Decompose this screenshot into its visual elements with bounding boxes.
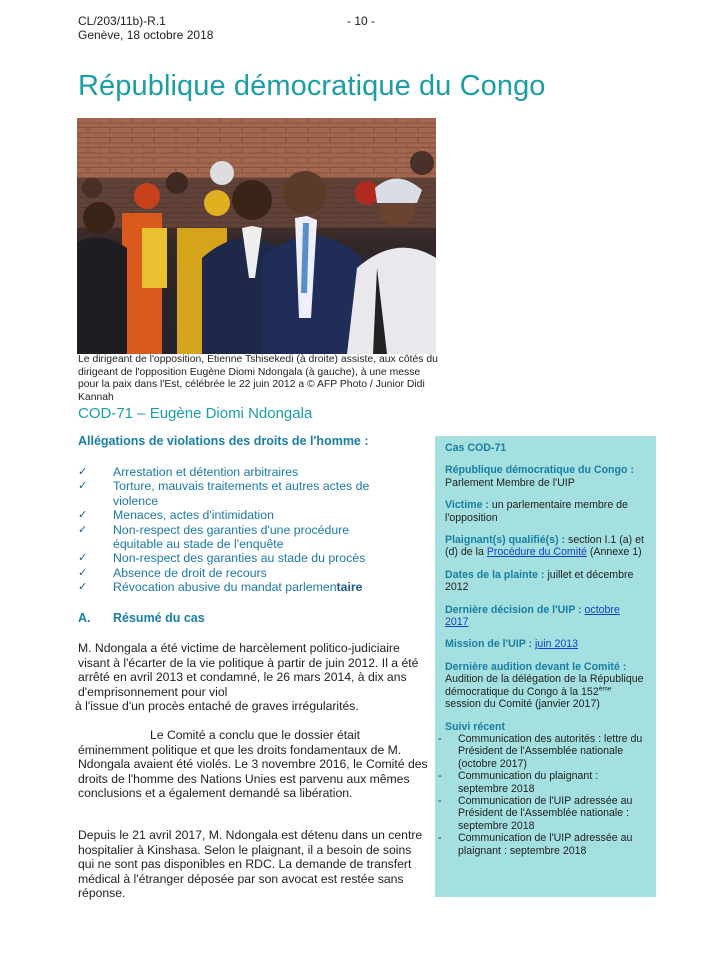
allegation-item: ✓ Arrestation et détention arbitraires — [78, 465, 299, 479]
last-hearing-block: Dernière audition devant le Comité : Audition de la délégation de la République démocratique du Congo à la 152ème session du Comité (janvier 2017) — [445, 660, 644, 711]
victim-block: Victime : un parlementaire membre de l'opposition — [445, 499, 628, 524]
allegation-item: ✓ Non-respect des garanties au stade du procès — [78, 551, 366, 566]
case-title: COD-71 – Eugène Diomi Ndongala — [78, 405, 313, 422]
allegation-item: ✓ Révocation abusive du mandat parlementaire — [78, 580, 363, 595]
mission-block: Mission de l'UIP : juin 2013 — [445, 638, 579, 651]
checkmark-icon: ✓ — [78, 523, 88, 536]
dash-bullet-icon: - — [438, 832, 442, 845]
page-number: - 10 - — [347, 14, 376, 28]
checkmark-icon: ✓ — [78, 581, 88, 594]
checkmark-icon: ✓ — [78, 466, 88, 478]
procedure-link[interactable]: Procédure du Comité — [486, 546, 587, 559]
country-block: République démocratique du Congo : Parlement Membre de l'UIP — [445, 464, 634, 489]
case-label: Cas COD-71 — [445, 442, 507, 454]
place-date: Genève, 18 octobre 2018 — [78, 28, 214, 42]
page-title: République démocratique du Congo — [78, 70, 546, 102]
last-decision-block: Dernière décision de l'UIP : octobre 2017 — [445, 603, 620, 629]
case-info-box — [435, 436, 656, 897]
checkmark-icon: ✓ — [78, 566, 88, 579]
checkmark-icon: ✓ — [78, 552, 88, 565]
dash-bullet-icon: - — [438, 794, 442, 807]
followup-item: - Communication du plaignant : septembre 2018 — [438, 770, 599, 795]
complaint-dates-block: Dates de la plainte : juillet et décembre 2012 — [445, 568, 634, 594]
mission-link[interactable]: juin 2013 — [535, 638, 579, 651]
allegation-item: ✓ Absence de droit de recours — [78, 565, 267, 580]
allegation-item: ✓ Non-respect des garanties d'une procédure équitable au stade de l'enquête — [78, 522, 350, 552]
checkmark-icon: ✓ — [78, 480, 88, 493]
summary-paragraph-3: Depuis le 21 avril 2017, M. Ndongala est détenu dans un centre hospitalier à Kinshasa. Selon le plaignant, il a besoin de soins qui ne sont pas disponibles en RDC. La demande de transfert médical à l'étranger déposée par son avocat est restée sans réponse. — [78, 828, 423, 901]
recent-followup-block: Suivi récent - Communication des autorités : lettre du Président de l'Assemblée nationale (octobre 2017) - Communication du plaignant : septembre 2018 - Communication de l'UIP adressée au Président de l'Assemblée nationale : septembre 2018 - Communication de l'UIP adressée au plaignant : septembre 2018 — [445, 721, 646, 857]
photo-caption: Le dirigeant de l'opposition, Etienne Tshisekedi (à droite) assiste, aux côtés du dirigeant de l'opposition Eugène Diomi Ndongala (à gauche), à une messe pour la paix dans l'Est, célébrée le 22 juin 2012 a © AFP Photo / Junior Didi Kannah — [78, 354, 438, 403]
photo-opposition-leaders — [77, 118, 436, 354]
section-title: Résumé du cas — [113, 611, 205, 625]
summary-paragraph-2: Le Comité a conclu que le dossier était éminemment politique et que les droits fondamentaux de M. Ndongala avaient été violés. Le 3 novembre 2016, le Comité des droits de l'homme des Nations Unies est parvenu aux mêmes conclusions et a également demandé sa libération. — [78, 728, 428, 801]
document-reference: CL/203/11b)-R.1 — [78, 14, 166, 28]
allegation-item: ✓ Torture, mauvais traitements et autres actes de violence — [78, 479, 370, 508]
section-number: A. — [78, 611, 91, 625]
summary-paragraph-1: M. Ndongala a été victime de harcèlement politico-judiciaire visant à l'écarter de la vie politique à partir de juin 2012. Il a été arrêté en avril 2013 et condamné, le 26 mars 2014, à dix ans d'emprisonnement pour viol à l'issue d'un procès entaché de graves irrégularités. — [75, 641, 419, 714]
followup-item: - Communication de l'UIP adressée au plaignant : septembre 2018 — [438, 832, 633, 857]
photo-illustration — [77, 118, 436, 354]
dash-bullet-icon: - — [438, 770, 442, 783]
section-heading-summary — [78, 611, 205, 625]
followup-item: - Communication de l'UIP adressée au Président de l'Assemblée nationale : septembre 2018 — [438, 794, 633, 832]
allegations-heading: Allégations de violations des droits de l'homme : — [78, 434, 369, 448]
complainants-block: Plaignant(s) qualifié(s) : section I.1 (a) et (d) de la Procédure du Comité (Annexe 1) — [445, 534, 644, 559]
allegations-list — [78, 465, 388, 595]
allegation-item: ✓ Menaces, actes d'intimidation — [78, 508, 274, 523]
checkmark-icon: ✓ — [78, 509, 88, 522]
dash-bullet-icon: - — [438, 732, 442, 745]
followup-item: - Communication des autorités : lettre du Président de l'Assemblée nationale (octobre 2017) — [438, 732, 643, 770]
recent-followup-list — [438, 732, 646, 857]
last-decision-link[interactable]: octobre 2017 — [445, 603, 620, 629]
